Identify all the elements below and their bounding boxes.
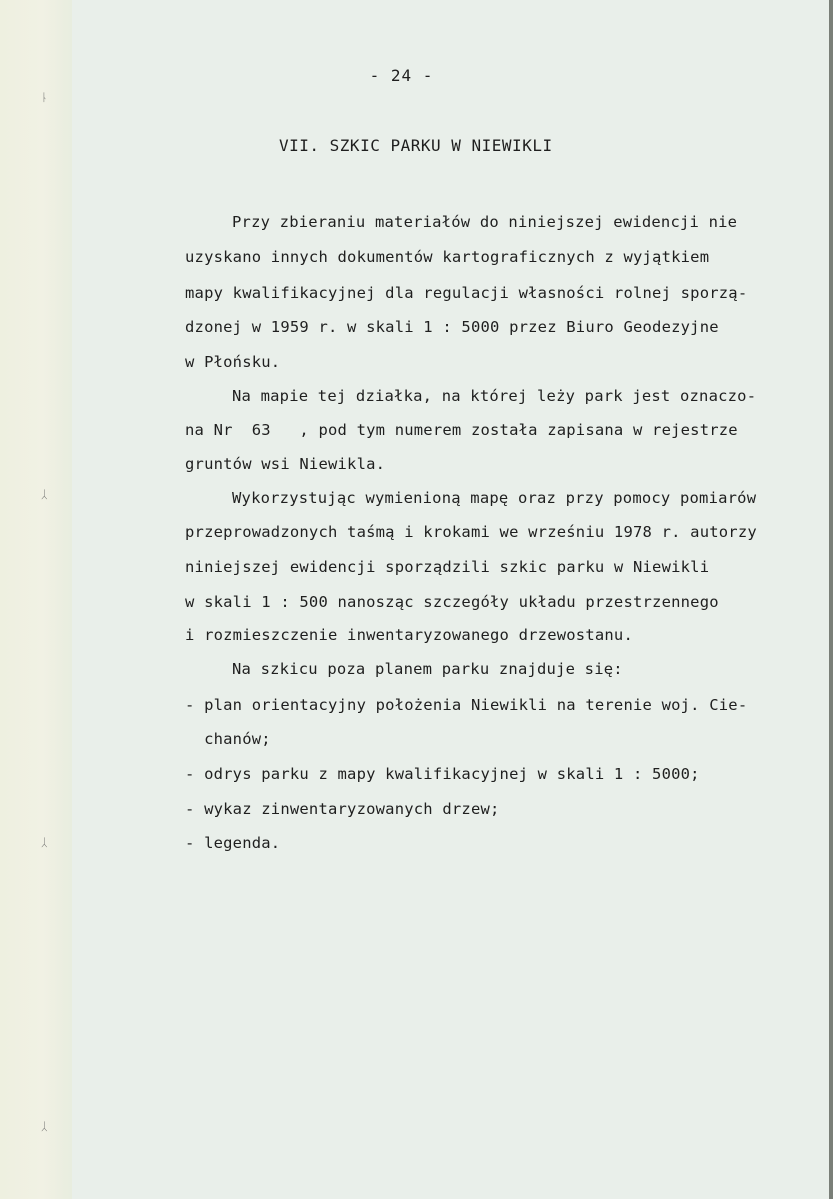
- paragraph-line: i rozmieszczenie inwentaryzowanego drzewostanu.: [185, 626, 633, 644]
- margin-mark: ᛸ: [41, 1120, 48, 1133]
- page-edge: [829, 0, 833, 1199]
- paragraph-line: gruntów wsi Niewikla.: [185, 455, 386, 473]
- list-item: - wykaz zinwentaryzowanych drzew;: [185, 800, 500, 818]
- paragraph-line: Na szkicu poza planem parku znajduje się:: [232, 660, 623, 678]
- list-item: - legenda.: [185, 834, 281, 852]
- paragraph-line: w Płońsku.: [185, 353, 281, 371]
- margin-mark: ᛸ: [41, 488, 48, 501]
- paragraph-line: mapy kwalifikacyjnej dla regulacji własności rolnej sporzą-: [185, 284, 748, 302]
- paragraph-line: uzyskano innych dokumentów kartograficznych z wyjątkiem: [185, 248, 710, 266]
- page-number: - 24 -: [369, 66, 434, 85]
- binding-margin: [0, 0, 72, 1199]
- paragraph-line: przeprowadzonych taśmą i krokami we wrześniu 1978 r. autorzy: [185, 523, 757, 541]
- paragraph-line: Przy zbieraniu materiałów do niniejszej ewidencji nie: [232, 213, 738, 231]
- margin-mark: ᛸ: [41, 836, 48, 849]
- paragraph-line: na Nr 63 , pod tym numerem została zapisana w rejestrze: [185, 421, 738, 439]
- paragraph-line: niniejszej ewidencji sporządzili szkic parku w Niewikli: [185, 558, 710, 576]
- list-item-continuation: chanów;: [185, 730, 271, 748]
- list-item: - plan orientacyjny położenia Niewikli na terenie woj. Cie-: [185, 696, 748, 714]
- margin-mark: ᚿ: [41, 91, 48, 104]
- paragraph-line: Na mapie tej działka, na której leży park jest oznaczo-: [232, 387, 757, 405]
- paragraph-line: dzonej w 1959 r. w skali 1 : 5000 przez Biuro Geodezyjne: [185, 318, 719, 336]
- paragraph-line: w skali 1 : 500 nanosząc szczegóły układu przestrzennego: [185, 593, 719, 611]
- section-title: VII. SZKIC PARKU W NIEWIKLI: [279, 136, 553, 155]
- list-item: - odrys parku z mapy kwalifikacyjnej w skali 1 : 5000;: [185, 765, 700, 783]
- paragraph-line: Wykorzystując wymienioną mapę oraz przy pomocy pomiarów: [232, 489, 757, 507]
